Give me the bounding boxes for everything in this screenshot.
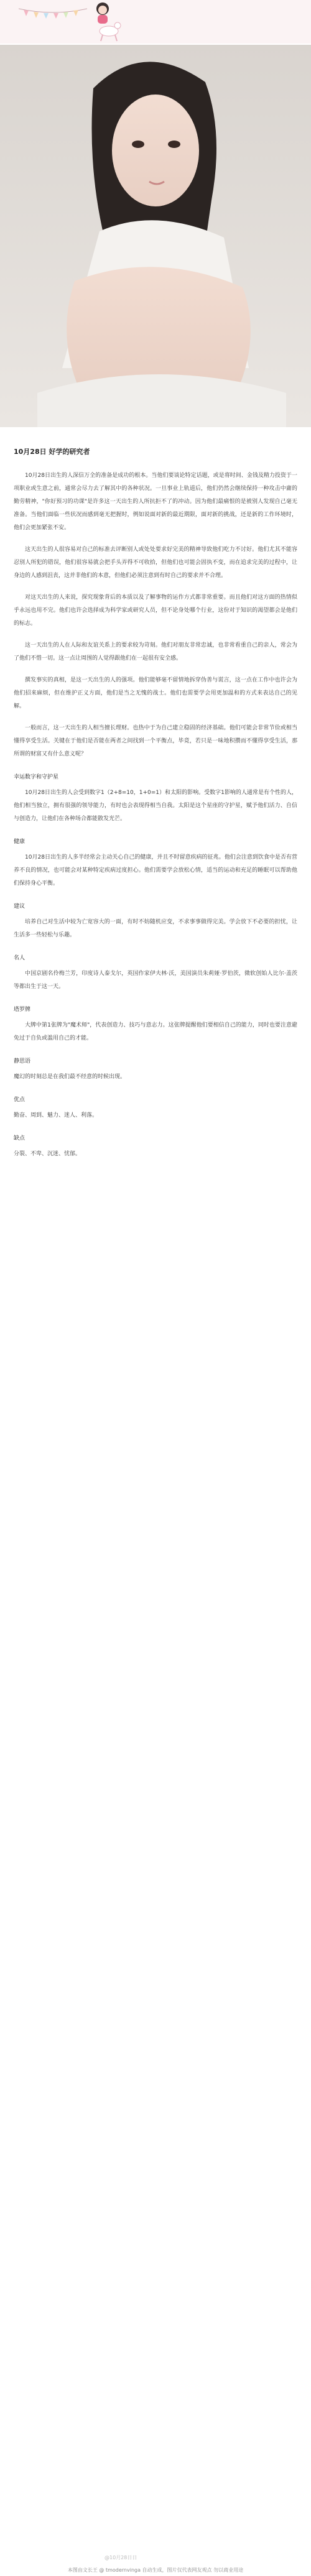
section-text: 大牌中第1张牌为"魔术师"，代表创造力、技巧与意志力。这张牌提醒他们要相信自己的能力，同时也要注意避免过于自负或滥用自己的才能。 (14, 1022, 297, 1041)
section-text: 分裂、不卑、沉迷、忧郁。 (14, 1151, 81, 1157)
intro-paragraph: 这一天出生的人在人际和友谊关系上的要求较为苛刻。他们对朋友非常忠诚，也非常看重自己的亲人，常会为了他们不惜一切。这一点让周围的人觉得跟他们在一起很有安全感。 (14, 642, 297, 662)
section-heading: 静思语 (14, 1058, 31, 1064)
intro-paragraph: 10月28日出生的人深信万全的准备是成功的根本。当他们要谈论特定话题，或是将时间、金钱及精力投资于一项职业或生意之前，通常会尽力去了解其中的各种状况。一旦事业上轨道后，他们仍然会继续保持一种攻击中庸的勤劳精神，"你好预习的功课"是许多这一天出生的人所抗拒不了的冲动。因为他们最痛恨的是被别人发现自己毫无准备。当他们面临一些状况而感到毫无把握时，例如说面对新的最近期限，面对新的挑战，还是新的工作环境时，他们会更加紧张不安。 (14, 473, 297, 531)
bunting-decoration-icon (19, 6, 87, 25)
portrait-illustration-icon (0, 45, 311, 427)
body-paragraph: 一般而言，这一天出生的人相当擅长理财。也热中于为自己建立稳固的经济基础。他们可能会非常节俭或相当懂得享受生活。关键在于他们是否能在两者之间找到一个平衡点，毕竟，若只是一味地积攒而不懂得享受生活，那所谓的财富又有什么意义呢？ (14, 725, 297, 757)
section-heading: 幸运数字和守护星 (14, 774, 59, 780)
section-heading: 名人 (14, 955, 26, 961)
article-title: 10月28日 好学的研究者 (14, 448, 90, 456)
intro-paragraph: 撰发事实的真相，是这一天出生的人的强项。他们能够毫不留情地拆穿伪善与谎言，这一点在工作中也许会为他们招来麻烦，但在维护正义方面，他们是当之无愧的战士。他们也需要学会用更加温和的方式来表达自己的见解。 (14, 677, 297, 709)
section-heading: 建议 (14, 903, 26, 910)
intro-paragraph: 这天出生的人很容易对自己的标准去评断别人或处处要求好完美的精神导致他们吃力不讨好。他们尤其不能容忍别人所犯的错误，他们很容易就会把手头弄得不可收拾，但他们也可能会固执不变，而在追求完美的过程中，让身边的人感到沮丧，这并非他们的本意，但他们必须注意到有时自己的要求并不合理。 (14, 547, 297, 579)
section-text: 10月28日出生的人多半经常会主动关心自己的健康，并且不时留意疾病的征兆。他们会注意到饮食中是否有营养不良的情况，也可能会对某种特定疾病过度担心。他们需要学会放松心情，适当的运动和充足的睡眠可以帮助他们保持身心平衡。 (14, 854, 297, 887)
article-content (14, 435, 297, 1170)
section-text: 中国京剧名伶梅兰芳，印度诗人泰戈尔，英国作家伊夫林·沃，美国演员朱莉娅·罗伯茨，微软创始人比尔·盖茨等都出生于这一天。 (14, 971, 297, 990)
section-heading: 缺点 (14, 1135, 26, 1142)
intro-paragraph: 对这天出生的人来说，探究现象背后的本质以及了解事物的运作方式都非常重要。而且他们对这方面的热情似乎永远也用不完。他们也许会选择成为科学家或研究人员，但不论身处哪个行业，这份对于知识的渴望都会是他们的标志。 (14, 594, 297, 627)
footer-credit: 本图由文长王 @ tmodernvinga 自动生成，图片仅代表网友观点 勿以商业用途 (67, 2567, 244, 2573)
section-text: 培养自己对生活中较为亡宽容大的一面，有时不妨随机应变，不求事事做得完美。学会放下不必要的担忧，让生活多一些轻松与乐趣。 (14, 919, 297, 938)
section-heading: 优点 (14, 1097, 26, 1103)
carousel-horse-icon (93, 17, 124, 42)
watermark: @10月28日日 (104, 2555, 137, 2560)
section-text: 10月28日出生的人会受到数字1（2+8=10，1+0=1）和太阳的影响。受数字1影响的人通常是有个性的人，他们相当独立，拥有很强的领导能力，有时也会表现得相当自我。太阳是这个星座的守护星，赋予他们活力、自信与创造力，让他们在各种场合都能散发光芒。 (14, 790, 297, 822)
header-banner (0, 0, 311, 44)
section-text: 勤奋、周到、魅力、迷人、利落。 (14, 1112, 98, 1119)
section-heading: 健康 (14, 839, 26, 845)
section-text: 魔幻的时刻总是在我们最不经意的时候出现。 (14, 1074, 126, 1080)
section-heading: 塔罗牌 (14, 1007, 31, 1013)
portrait-photo (0, 45, 311, 427)
